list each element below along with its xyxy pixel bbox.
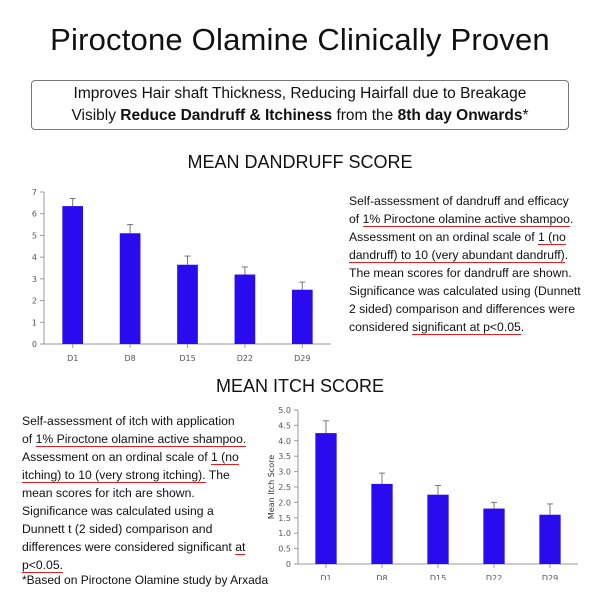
y-tick-label: 5.0 — [278, 406, 291, 415]
x-tick-label: D1 — [320, 574, 332, 580]
y-tick-label: 0 — [31, 340, 37, 349]
y-tick-label: 0.5 — [278, 544, 291, 554]
bar-D15 — [427, 495, 448, 564]
banner-line-2: Visibly Reduce Dandruff & Itchiness from the 8th day Onwards* — [71, 107, 529, 124]
bar-D22 — [483, 509, 504, 564]
y-tick-label: 4.5 — [278, 421, 291, 431]
underline-significance: at p<0.05. — [22, 540, 246, 572]
y-tick-label: 3 — [31, 274, 37, 284]
y-tick-label: 4.0 — [278, 436, 291, 446]
y-tick-label: 7 — [31, 188, 37, 197]
underline-shampoo: 1% Piroctone olamine active shampoo. — [35, 432, 247, 446]
x-tick-label: D8 — [376, 574, 388, 580]
bar-D29 — [292, 290, 313, 344]
y-tick-label: 4 — [31, 253, 37, 263]
underline-significance: significant at p<0.05 — [412, 320, 521, 334]
x-tick-label: D29 — [541, 574, 559, 580]
bar-D1 — [315, 433, 336, 564]
y-tick-label: 1 — [31, 318, 37, 328]
x-tick-label: D15 — [179, 354, 196, 363]
footnote: *Based on Piroctone Olamine study by Arxada — [22, 573, 269, 587]
itch-bar-chart — [262, 398, 580, 580]
itch-description: Self-assessment of itch with application of 1% Piroctone olamine active shampoo. Assessment on an ordinal scale of 1 (no itching) to 10 (very strong itching). The mean scores for itch are shown. Significance was calculated using a Dunnett t (2 sided) comparison and differences were considered significant at p<0.05. — [22, 414, 247, 572]
y-tick-label: 1.0 — [278, 529, 291, 539]
x-tick-label: D22 — [236, 354, 254, 363]
bar-D8 — [120, 233, 141, 344]
dandruff-bar-chart — [28, 180, 333, 370]
y-tick-label: 2 — [31, 296, 37, 306]
y-tick-label: 3.0 — [278, 467, 291, 477]
bar-D15 — [177, 265, 198, 344]
x-tick-label: D29 — [294, 354, 311, 363]
x-tick-label: D22 — [485, 574, 503, 580]
underline-scale: 1 (no itching) to 10 (very strong itching). — [22, 450, 239, 482]
y-axis-label: Mean Itch Score — [267, 454, 276, 520]
claims-banner — [31, 80, 569, 130]
x-tick-label: D1 — [67, 354, 79, 363]
y-tick-label: 5 — [31, 231, 37, 241]
page-title: Piroctone Olamine Clinically Proven — [50, 22, 550, 57]
y-tick-label: 3.5 — [278, 452, 291, 462]
dandruff-description: Self-assessment of dandruff and efficacy of 1% Piroctone olamine active shampoo. Assessment on an ordinal scale of 1 (no dandruff) to 10 (very abundant dandruff). The mean scores for dandruff are shown. Significance was calculated using (Dunnett 2 sided) comparison and differences were considered significant at p<0.05. — [349, 194, 581, 334]
y-tick-label: 2.0 — [278, 498, 291, 508]
itch-heading: MEAN ITCH SCORE — [215, 376, 384, 396]
y-tick-label: 0 — [285, 560, 291, 569]
underline-scale: 1 (no dandruff) to 10 (very abundant dandruff) — [349, 230, 566, 262]
bar-D29 — [539, 515, 560, 564]
x-tick-label: D8 — [124, 354, 136, 363]
banner-line-1: Improves Hair shaft Thickness, Reducing Hairfall due to Breakage — [73, 85, 527, 102]
y-tick-label: 6 — [31, 209, 37, 219]
bar-D22 — [235, 275, 256, 344]
x-tick-label: D15 — [429, 574, 447, 580]
bar-D1 — [62, 206, 83, 344]
dandruff-heading: MEAN DANDRUFF SCORE — [187, 152, 413, 172]
underline-shampoo: 1% Piroctone olamine active shampoo — [362, 212, 570, 226]
y-tick-label: 1.5 — [278, 513, 291, 523]
bar-D8 — [371, 484, 392, 564]
y-tick-label: 2.5 — [278, 483, 291, 492]
